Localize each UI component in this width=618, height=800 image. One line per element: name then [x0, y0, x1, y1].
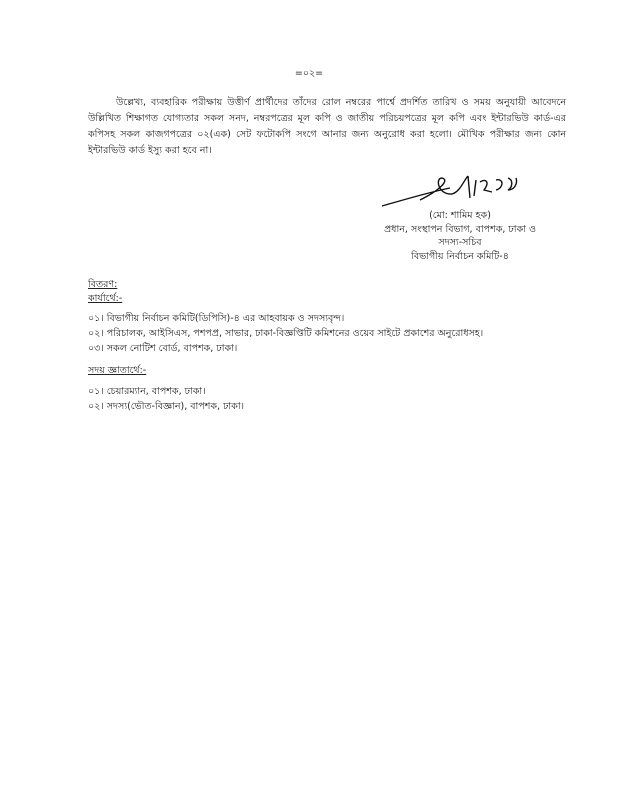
action-item: ০২। পরিচালক, আইসিএস, পশপপ্র, সাভার, ঢাকা-বিজ্ঞপ্তিটি কমিশনের ওয়েব সাইটে প্রকাশের অনুরোধসহ। — [88, 328, 484, 339]
signatory-name: (মো: শামিম হক) — [429, 210, 491, 221]
signatory-block — [360, 209, 560, 263]
distribution-title: বিতরণ: — [88, 279, 118, 290]
info-item: ০২। সদস্য(ভৌত-বিজ্ঞান), বাপশক, ঢাকা। — [88, 401, 244, 412]
signatory-committee: বিভাগীয় নির্বাচন কমিটি-৪ — [411, 250, 509, 262]
action-item: ০৩। সকল নোটিশ বোর্ড, বাপশক, ঢাকা। — [88, 343, 238, 354]
info-item: ০১। চেয়ারম্যান, বাপশক, ঢাকা। — [88, 386, 206, 397]
signatory-title: প্রধান, সংস্থাপন বিভাগ, বাপশক, ঢাকা ও — [384, 223, 536, 235]
action-heading: কার্যার্থে:- — [88, 293, 123, 304]
handwritten-signature — [380, 170, 530, 210]
signatory-role: সদস্য-সচিব — [438, 237, 482, 248]
body-paragraph: উল্লেখ্য, ব্যবহারিক পরীক্ষায় উত্তীর্ণ প্রার্থীদের তাঁদের রোল নম্বরের পার্শ্বে প্রদর্শিত তারিখ ও সময় অনুযায়ী আবেদনে উল্লিখিত শিক্ষাগত যোগ্যতার সকল সনদ, নম্বরপত্রের মূল কপি ও জাতীয় পরিচয়পত্রের মূল কপি এবং ইন্টারভিউ কার্ড-এর কপিসহ সকল কাজগপত্রের ০২(এক) সেট ফটোকপি সংগে আনার জন্য অনুরোধ করা হলো। মৌখিক পরীক্ষার জন্য কোন ইন্টারভিউ কার্ড ইস্যু করা হবে না। — [88, 97, 566, 156]
action-item: ০১। বিভাগীয় নির্বাচন কমিটি(ডিপিসি)-৪ এর আহবায়ক ও সদস্যবৃন্দ। — [88, 313, 345, 324]
page-number: =০২= — [294, 68, 324, 79]
info-heading: সদয় জ্ঞাতার্থে:- — [88, 365, 147, 376]
